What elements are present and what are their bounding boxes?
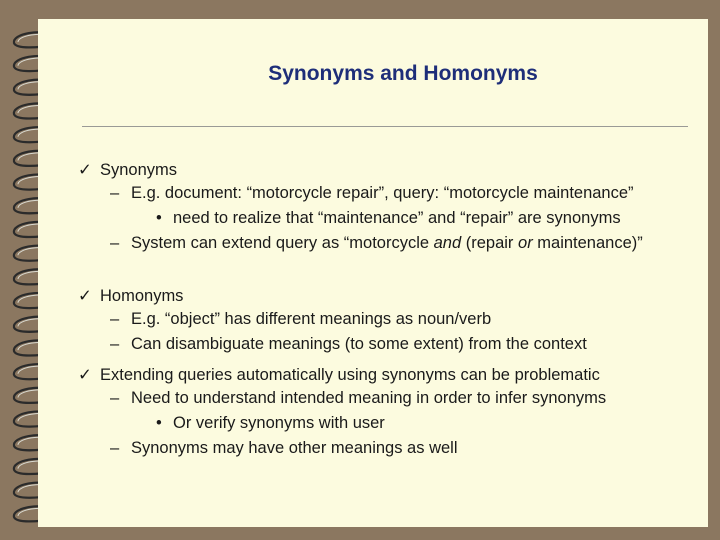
sub-sub-bullet: • Or verify synonyms with user	[156, 414, 385, 432]
bullet-dot-icon: •	[156, 209, 162, 227]
checkmark-icon: ✓	[78, 161, 92, 179]
dash-icon: –	[110, 389, 120, 407]
bullet-homonyms: ✓ Homonyms	[78, 287, 184, 305]
slide-title: Synonyms and Homonyms	[268, 62, 538, 85]
dash-icon: –	[110, 310, 120, 328]
sub-bullet: – E.g. document: “motorcycle repair”, query: “motorcycle maintenance”	[110, 184, 634, 202]
bullet-dot-icon: •	[156, 414, 162, 432]
sub-bullet: – Synonyms may have other meanings as well	[110, 439, 458, 457]
dash-icon: –	[110, 234, 120, 252]
sub-bullet: – Need to understand intended meaning in order to infer synonyms	[110, 389, 607, 407]
sub-bullet: – E.g. “object” has different meanings as noun/verb	[110, 310, 492, 328]
title-divider	[82, 126, 688, 127]
sub-bullet: – Can disambiguate meanings (to some extent) from the context	[110, 335, 587, 353]
slide-page	[38, 19, 708, 527]
bullet-synonyms: ✓ Synonyms	[78, 161, 178, 179]
sub-sub-bullet: • need to realize that “maintenance” and “repair” are synonyms	[156, 209, 621, 227]
checkmark-icon: ✓	[78, 366, 92, 384]
dash-icon: –	[110, 184, 120, 202]
checkmark-icon: ✓	[78, 287, 92, 305]
dash-icon: –	[110, 439, 120, 457]
bullet-extending-queries: ✓ Extending queries automatically using synonyms can be problematic	[78, 366, 600, 384]
sub-bullet: – System can extend query as “motorcycle and (repair or maintenance)”	[110, 234, 643, 252]
dash-icon: –	[110, 335, 120, 353]
